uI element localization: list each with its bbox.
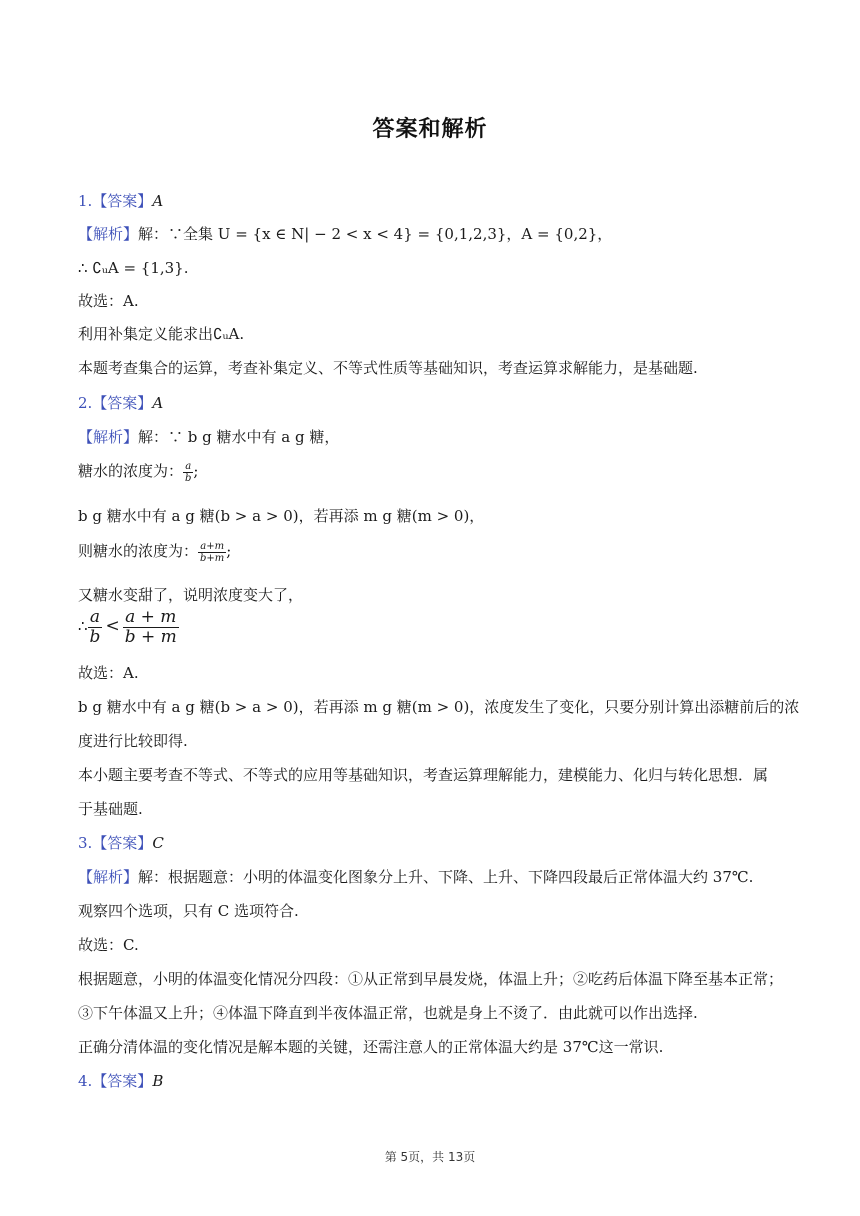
therefore-symbol: ∴ — [78, 617, 88, 636]
q2-line3: b g 糖水中有 a g 糖(b > a > 0)，若再添 m g 糖(m > 0)， — [78, 507, 485, 525]
q1-line5: 本题考查集合的运算，考查补集定义、不等式性质等基础知识，考查运算求解能力，是基础题. — [78, 359, 698, 377]
fraction-denominator: b + m — [124, 626, 177, 647]
less-than-operator: < — [105, 616, 120, 637]
q2-line2-prefix: 糖水的浓度为： — [78, 462, 184, 480]
fraction-a-over-b-large — [88, 608, 103, 646]
q1-analysis-label: 【解析】 — [78, 225, 139, 243]
q2-line8: b g 糖水中有 a g 糖(b > a > 0)，若再添 m g 糖(m > 0)，浓度发生了变化，只要分别计算出添糖前后的浓 — [78, 698, 800, 716]
q1-analysis-line1 — [78, 223, 612, 245]
q1-line2: ∴ ∁ᵤA = {1,3}. — [78, 259, 189, 277]
q3-analysis-label: 【解析】 — [78, 868, 139, 886]
q4-answer — [78, 1070, 163, 1092]
page-footer: 第 5页，共 13页 — [384, 1150, 476, 1164]
q1-line4: 利用补集定义能求出∁ᵤA. — [78, 325, 245, 343]
q2-inequality — [78, 608, 179, 646]
q2-line11: 于基础题. — [78, 800, 143, 818]
q2-line2 — [78, 460, 198, 484]
fraction-denominator: b — [185, 472, 192, 484]
q2-answer-label: 2.【答案】 — [78, 394, 153, 412]
q3-line6: 正确分清体温的变化情况是解本题的关键，还需注意人的正常体温大约是 37℃这一常识. — [78, 1038, 664, 1056]
q1-answer-value: A — [152, 192, 164, 210]
q4-answer-label: 4.【答案】 — [78, 1072, 153, 1090]
q2-analysis-line1 — [78, 426, 339, 448]
fraction-a-plus-m-over-b-plus-m — [198, 541, 226, 564]
q3-line4: 根据题意，小明的体温变化情况分四段：①从正常到早晨发烧，体温上升；②吃药后体温下降至基本正常； — [78, 970, 784, 988]
q1-line3: 故选：A. — [78, 292, 139, 310]
fraction-a-plus-m-over-b-plus-m-large — [123, 608, 179, 646]
q2-analysis-label: 【解析】 — [78, 428, 139, 446]
q3-line1-text: 解：根据题意：小明的体温变化图象分上升、下降、上升、下降四段最后正常体温大约 37℃. — [138, 868, 754, 886]
q3-line5: ③下午体温又上升；④体温下降直到半夜体温正常，也就是身上不烫了．由此就可以作出选择. — [78, 1004, 698, 1022]
q3-line3: 故选：C. — [78, 936, 139, 954]
q1-answer-label: 1.【答案】 — [78, 192, 153, 210]
q2-answer — [78, 392, 163, 414]
q2-line4-suffix: ; — [226, 542, 232, 560]
q2-line2-suffix: ; — [193, 462, 199, 480]
q2-line1-text: 解：∵ b g 糖水中有 a g 糖， — [138, 428, 340, 446]
fraction-numerator: a — [88, 608, 103, 628]
q3-analysis-line1 — [78, 866, 753, 888]
fraction-numerator: a — [183, 461, 193, 473]
fraction-denominator: b — [89, 626, 101, 647]
q2-line7: 故选：A. — [78, 664, 139, 682]
q1-line1-text: 解：∵全集 U = {x ∈ N| − 2 < x < 4} = {0,1,2,3}，A = {0,2}， — [138, 225, 613, 243]
fraction-numerator: a + m — [123, 608, 179, 628]
q3-answer-label: 3.【答案】 — [78, 834, 153, 852]
fraction-denominator: b+m — [200, 552, 225, 564]
q2-answer-value: A — [152, 394, 164, 412]
q1-answer — [78, 190, 163, 212]
q2-line5: 又糖水变甜了，说明浓度变大了， — [78, 586, 304, 604]
q3-line2: 观察四个选项，只有 C 选项符合. — [78, 902, 299, 920]
page-title: 答案和解析 — [372, 117, 488, 142]
fraction-numerator: a+m — [198, 541, 226, 553]
q2-line4-prefix: 则糖水的浓度为： — [78, 542, 199, 560]
q3-answer — [78, 832, 164, 854]
q3-answer-value: C — [152, 834, 164, 852]
q2-line4 — [78, 540, 231, 564]
q2-line10: 本小题主要考查不等式、不等式的应用等基础知识，考查运算理解能力，建模能力、化归与转化思想．属 — [78, 766, 769, 784]
q4-answer-value: B — [152, 1072, 164, 1090]
fraction-a-over-b — [183, 461, 193, 484]
q2-line9: 度进行比较即得. — [78, 732, 188, 750]
